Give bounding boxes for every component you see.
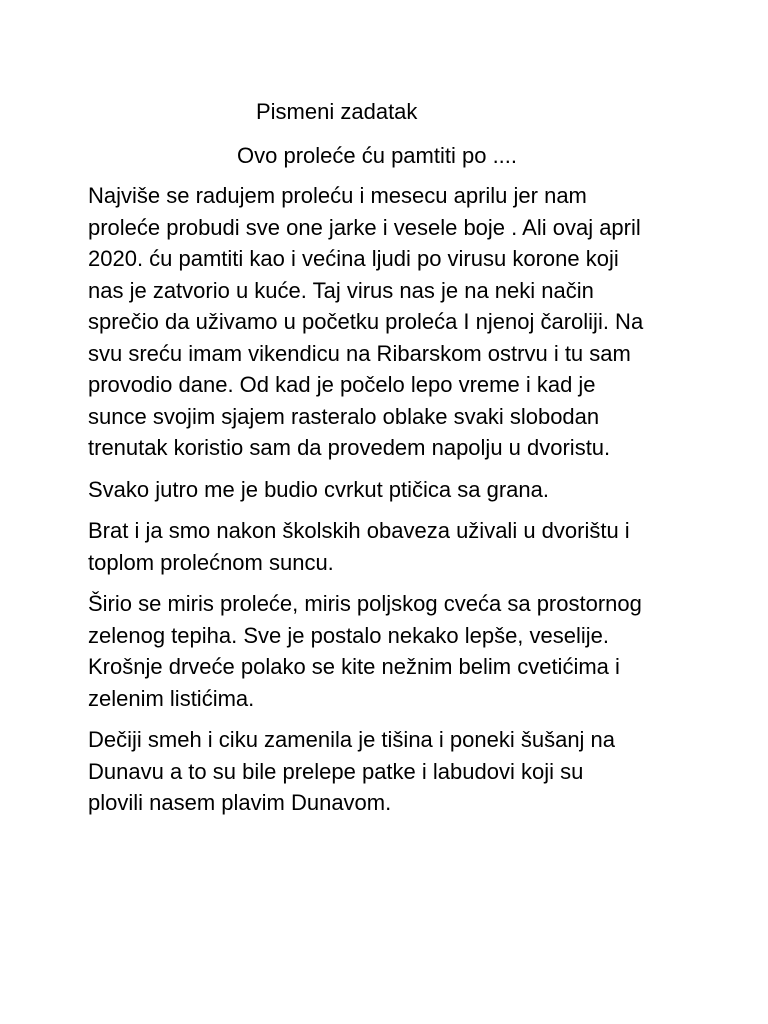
paragraph-2 (88, 474, 688, 506)
text-line: sprečio da uživamo u početku proleća I njenoj čaroliji. Na (88, 309, 644, 334)
text-line: proleće probudi sve one jarke i vesele boje . Ali ovaj april (88, 214, 641, 240)
text-line: Brat i ja smo nakon školskih obaveza uživali u dvorištu i (88, 518, 630, 543)
paragraph-5 (88, 724, 688, 819)
text-line: zelenim listićima. (88, 685, 255, 711)
document-body (88, 180, 688, 829)
text-line: Svako jutro me je budio cvrkut ptičica sa grana. (88, 476, 550, 502)
document-subtitle: Ovo proleće ću pamtiti po .... (237, 143, 518, 168)
text-line: nas je zatvorio u kuće. Taj virus nas je na neki način (88, 277, 594, 303)
text-line: Dečiji smeh i ciku zamenila je tišina i poneki šušanj na (88, 727, 616, 752)
text-line: 2020. ću pamtiti kao i većina ljudi po virusu korone koji (88, 246, 619, 271)
paragraph-3 (88, 515, 688, 578)
document-title: Pismeni zadatak (256, 99, 418, 124)
text-line: trenutak koristio sam da provedem napolju u dvoristu. (88, 435, 611, 460)
paragraph-1 (88, 180, 688, 464)
text-line: plovili nasem plavim Dunavom. (88, 790, 392, 815)
text-line: sunce svojim sjajem rasteralo oblake svaki slobodan (88, 403, 600, 429)
text-line: Širio se miris proleće, miris poljskog cveća sa prostornog (88, 591, 642, 616)
text-line: Najviše se radujem proleću i mesecu aprilu jer nam (88, 183, 587, 208)
text-line: Krošnje drveće polako se kite nežnim belim cvetićima i (88, 654, 620, 679)
text-line: Dunavu a to su bile prelepe patke i labudovi koji su (88, 758, 584, 784)
text-line: zelenog tepiha. Sve je postalo nekako lepše, veselije. (88, 622, 610, 648)
text-line: toplom prolećnom suncu. (88, 549, 334, 575)
text-line: provodio dane. Od kad je počelo lepo vreme i kad je (88, 372, 596, 397)
text-line: svu sreću imam vikendicu na Ribarskom ostrvu i tu sam (88, 340, 631, 366)
paragraph-4 (88, 588, 688, 714)
